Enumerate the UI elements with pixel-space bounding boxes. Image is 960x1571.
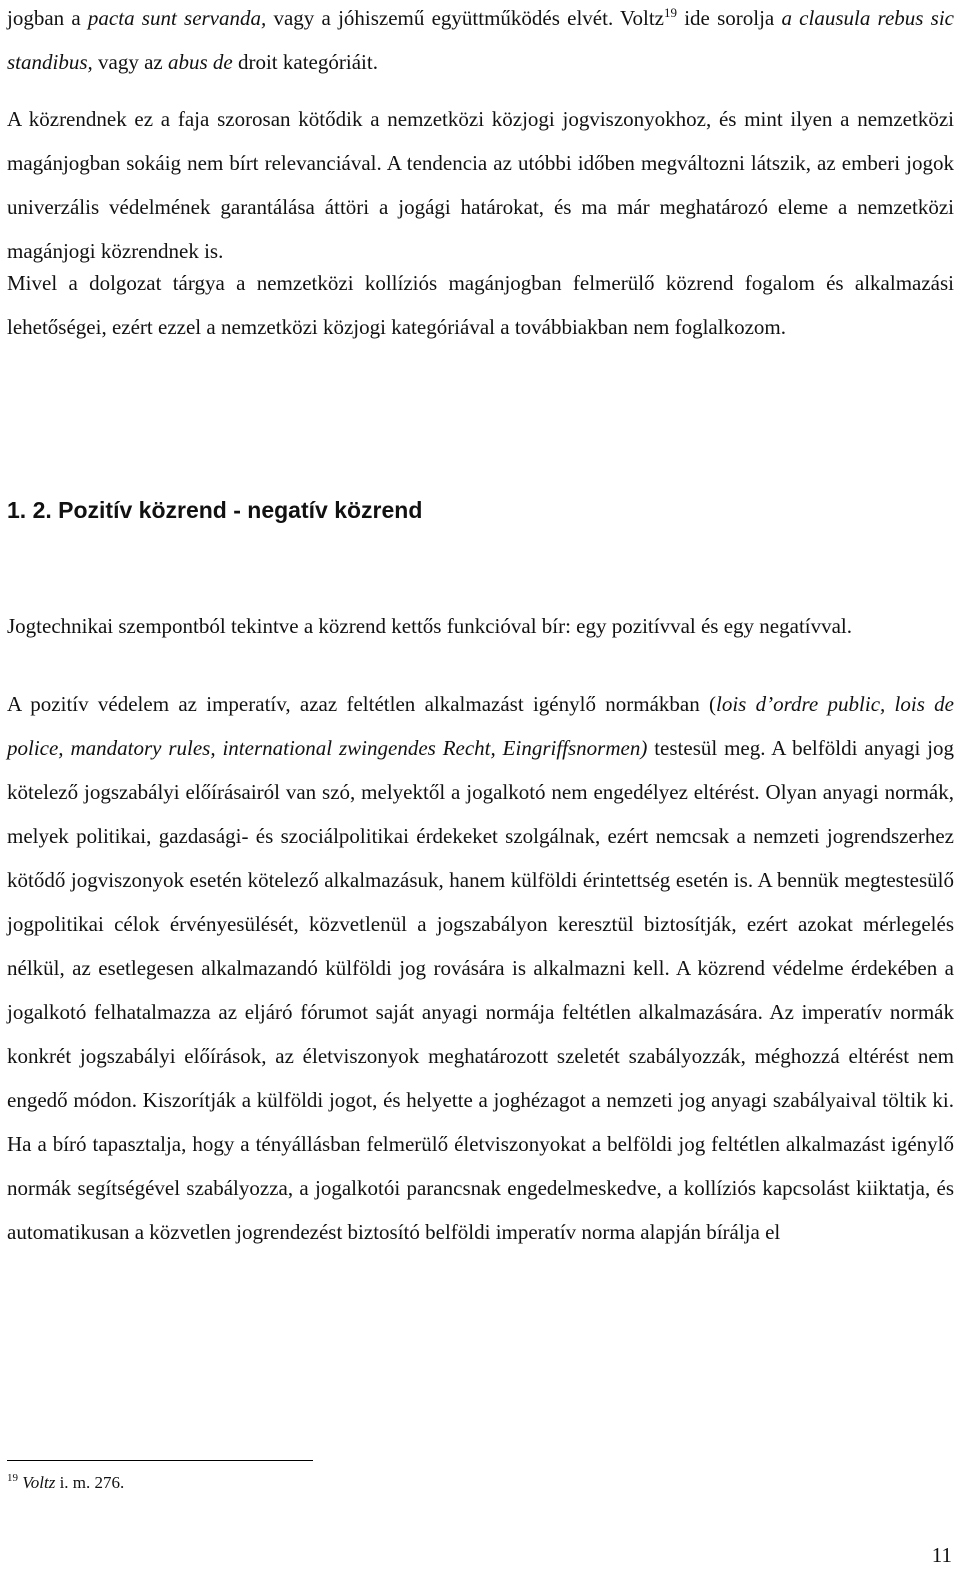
paragraph-2: A közrendnek ez a faja szorosan kötődik a nemzetközi közjogi jogviszonyokhoz, és mint ilyen a nemzetközi magánjogban sokáig nem bírt relevanciával. A tendencia az utóbbi időben megváltozni látszik, az emberi jogok univerzális védelmének garantálása áttöri a jogági határokat, és ma már meghatározó eleme a nemzetközi magánjogi közrendnek is. bbox=[7, 107, 954, 263]
footnote-19 bbox=[7, 1470, 124, 1496]
paragraph-1-italic-b: a clausula rebus sic standibus, bbox=[7, 6, 954, 74]
paragraph-4: Jogtechnikai szempontból tekintve a közrend kettős funkcióval bír: egy pozitívval és egy negatívval. bbox=[7, 614, 853, 638]
paragraph-5-text-b: testesül meg. A belföldi anyagi jog kötelező jogszabályi előírásairól van szó, melyektől a jogalkotó nem engedélyez eltérést. Olyan anyagi normák, melyek politikai, gazdasági- és szociálpolitikai érdekeket szolgálnak, ezért nemcsak a nemzeti jogrendszerhez kötődő jogviszonyok esetén kötelező alkalmazásuk, hanem külföldi érintettség esetén is. A bennük megtestesülő jogpolitikai célok érvényesülését, közvetlenül a jogszabályon keresztül biztosítják, ezért azokat mérlegelés nélkül, az esetlegesen alkalmazandó külföldi jog rovására is alkalmazni kell. A közrend védelme érdekében a jogalkotó felhatalmazza az eljáró fórumot saját anyagi normája feltétlen alkalmazására. Az imperatív normák konkrét jogszabályi előírások, az életviszonyok meghatározott szeletét szabályozzák, méghozzá eltérést nem engedő módon. Kiszorítják a külföldi jogot, és helyette a joghézagot a nemzeti jog anyagi szabályaival töltik ki. Ha a bíró tapasztalja, hogy a tényállásban felmerülő életviszonyokat a belföldi jog feltétlen alkalmazást igénylő normák segítségével szabályozza, a jogalkotói parancsnak engedelmeskedve, a kollíziós kapcsolást kiiktatja, és automatikusan a közvetlen jogrendezést biztosító belföldi imperatív norma alapján bírálja el bbox=[7, 736, 955, 1244]
paragraph-5-text-a: A pozitív védelem az imperatív, azaz feltétlen alkalmazást igénylő normákban ( bbox=[7, 692, 716, 716]
page-number: 11 bbox=[931, 1543, 952, 1567]
footnote-author: Voltz bbox=[22, 1473, 56, 1492]
paragraph-1-text-d: vagy az bbox=[92, 50, 168, 74]
paragraph-1-text-a: jogban a bbox=[7, 6, 88, 30]
paragraph-1-text-c: ide sorolja bbox=[676, 6, 782, 30]
paragraph-1-italic-a: pacta sunt servanda, bbox=[87, 6, 267, 30]
paragraph-1-text-b: vagy a jóhiszemű együttműködés elvét. Voltz bbox=[266, 6, 664, 30]
footnote-number: 19 bbox=[7, 1472, 18, 1484]
paragraph-3: Mivel a dolgozat tárgya a nemzetközi kollíziós magánjogban felmerülő közrend fogalom és alkalmazási lehetőségei, ezért ezzel a nemzetközi közjogi kategóriával a továbbiakban nem foglalkozom. bbox=[7, 271, 954, 339]
footnote-separator bbox=[7, 1460, 313, 1461]
paragraph-1-italic-c: abus de bbox=[167, 50, 233, 74]
footnote-text: i. m. 276. bbox=[55, 1473, 125, 1492]
footnote-reference-19[interactable]: 19 bbox=[663, 5, 677, 20]
paragraph-5-italic-terms: lois d’ordre public, lois de police, mandatory rules, international zwingendes Recht, Eingriffsnormen) bbox=[7, 692, 954, 760]
paragraph-1-text-e: droit kategóriáit. bbox=[232, 50, 378, 74]
paragraph-1 bbox=[7, 0, 954, 84]
paragraph-5 bbox=[7, 682, 954, 1254]
section-heading: 1. 2. Pozitív közrend - negatív közrend bbox=[7, 497, 423, 523]
